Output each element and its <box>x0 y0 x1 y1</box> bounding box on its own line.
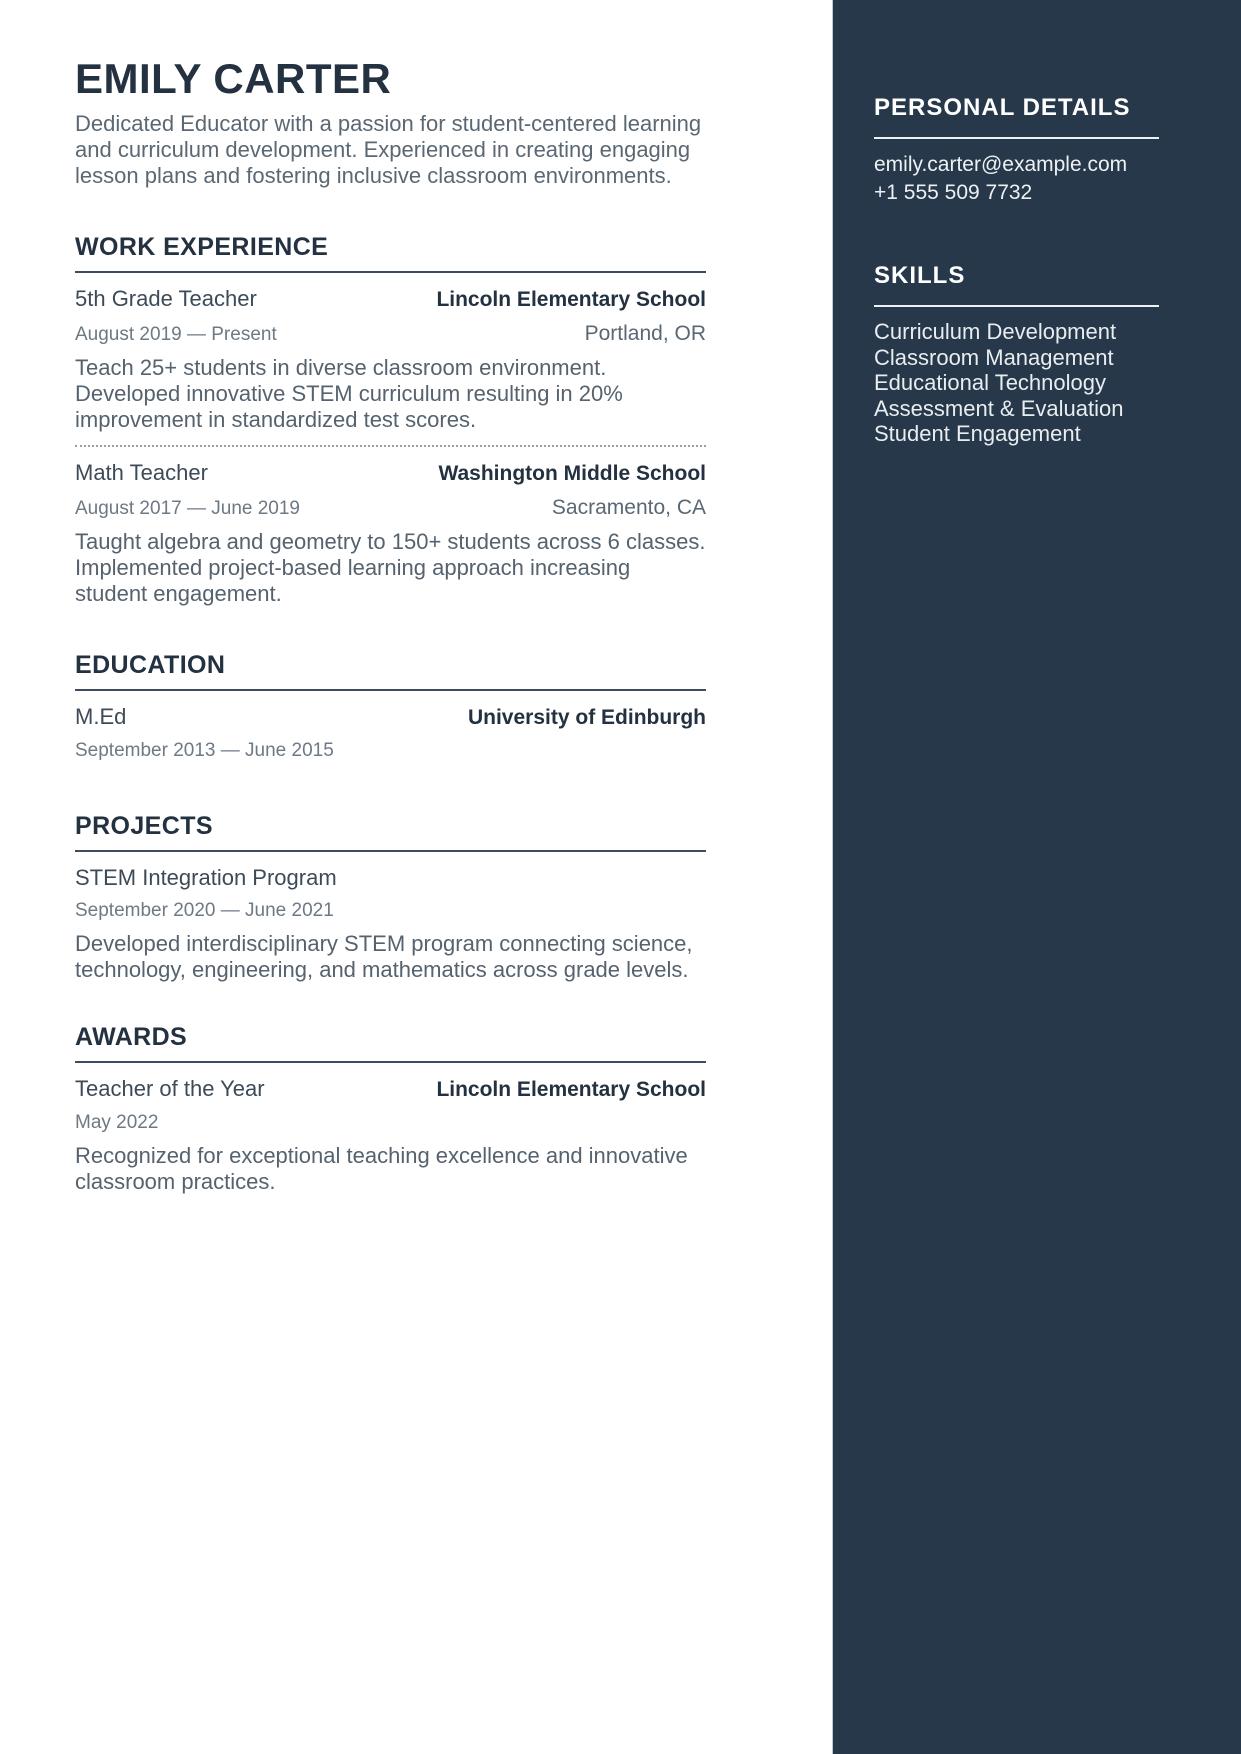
date-range: May 2022 <box>75 1112 159 1133</box>
profile-summary: Dedicated Educator with a passion for student-centered learning and curriculum development. Experienced in creating engaging lesson plans and fostering inclusive classroom environments. <box>75 111 702 188</box>
award-entry-meta <box>75 1112 706 1134</box>
education-entry-head <box>75 704 706 731</box>
person-name: EMILY CARTER <box>75 55 392 102</box>
contact-lines <box>874 151 1197 207</box>
project-description: Developed interdisciplinary STEM program connecting science, technology, engineering, and mathematics across grade levels. <box>75 931 693 982</box>
date-range: August 2017 — June 2019 <box>75 498 301 519</box>
employer-name: Washington Middle School <box>438 462 706 485</box>
section-awards <box>75 1023 706 1195</box>
job-title: 5th Grade Teacher <box>75 286 257 311</box>
work-entry-head <box>75 460 706 487</box>
section-title-work-experience: WORK EXPERIENCE <box>75 233 706 273</box>
education-entry <box>75 704 706 762</box>
resume-main-column <box>75 0 706 1195</box>
work-entry-meta <box>75 322 706 346</box>
sidebar-title-personal-details: PERSONAL DETAILS <box>874 94 1131 121</box>
section-projects <box>75 812 706 983</box>
section-education <box>75 651 706 762</box>
job-description: Teach 25+ students in diverse classroom environment. Developed innovative STEM curriculum resulting in 20% improvement in standardized test scores. <box>75 355 623 432</box>
sidebar-rule <box>874 305 1159 307</box>
date-range: August 2019 — Present <box>75 324 277 345</box>
sidebar-rule <box>874 137 1159 139</box>
section-title-awards: AWARDS <box>75 1023 706 1063</box>
award-entry <box>75 1076 706 1195</box>
skill-item: Curriculum Development <box>874 319 1117 344</box>
email-value: emily.carter@example.com <box>874 153 1128 176</box>
project-entry-head <box>75 865 706 891</box>
job-description: Taught algebra and geometry to 150+ students across 6 classes. Implemented project-based learning approach increasing student engagement. <box>75 529 706 606</box>
entry-divider <box>75 445 706 447</box>
school-name: University of Edinburgh <box>467 706 706 729</box>
section-title-education: EDUCATION <box>75 651 706 691</box>
degree-name: M.Ed <box>75 704 127 729</box>
skills-list <box>874 319 1197 447</box>
award-name: Teacher of the Year <box>75 1076 265 1101</box>
work-entry <box>75 286 706 433</box>
skill-item: Educational Technology <box>874 370 1106 395</box>
award-entry-head <box>75 1076 706 1103</box>
project-entry <box>75 865 706 983</box>
skill-item: Assessment & Evaluation <box>874 395 1124 421</box>
sidebar-section-skills <box>874 260 1197 447</box>
project-entry-meta <box>75 900 706 922</box>
date-range: September 2013 — June 2015 <box>75 740 334 761</box>
job-location: Portland, OR <box>584 322 706 345</box>
award-description: Recognized for exceptional teaching excellence and innovative classroom practices. <box>75 1143 688 1194</box>
date-range: September 2020 — June 2021 <box>75 900 334 921</box>
sidebar-title-skills: SKILLS <box>874 262 966 289</box>
work-entry-head <box>75 286 706 313</box>
section-title-projects: PROJECTS <box>75 812 706 852</box>
resume-sidebar <box>832 0 1241 1754</box>
phone-value: +1 555 509 7732 <box>874 181 1033 204</box>
skill-item: Student Engagement <box>874 421 1081 446</box>
work-entry-meta <box>75 496 706 520</box>
award-org: Lincoln Elementary School <box>436 1078 706 1101</box>
skill-item: Classroom Management <box>874 344 1114 370</box>
job-location: Sacramento, CA <box>551 496 706 519</box>
job-title: Math Teacher <box>75 460 208 485</box>
education-entry-meta <box>75 740 706 762</box>
section-work-experience <box>75 233 706 607</box>
employer-name: Lincoln Elementary School <box>436 288 706 311</box>
work-entry <box>75 460 706 607</box>
sidebar-section-personal-details <box>874 92 1197 207</box>
project-name: STEM Integration Program <box>75 865 337 890</box>
